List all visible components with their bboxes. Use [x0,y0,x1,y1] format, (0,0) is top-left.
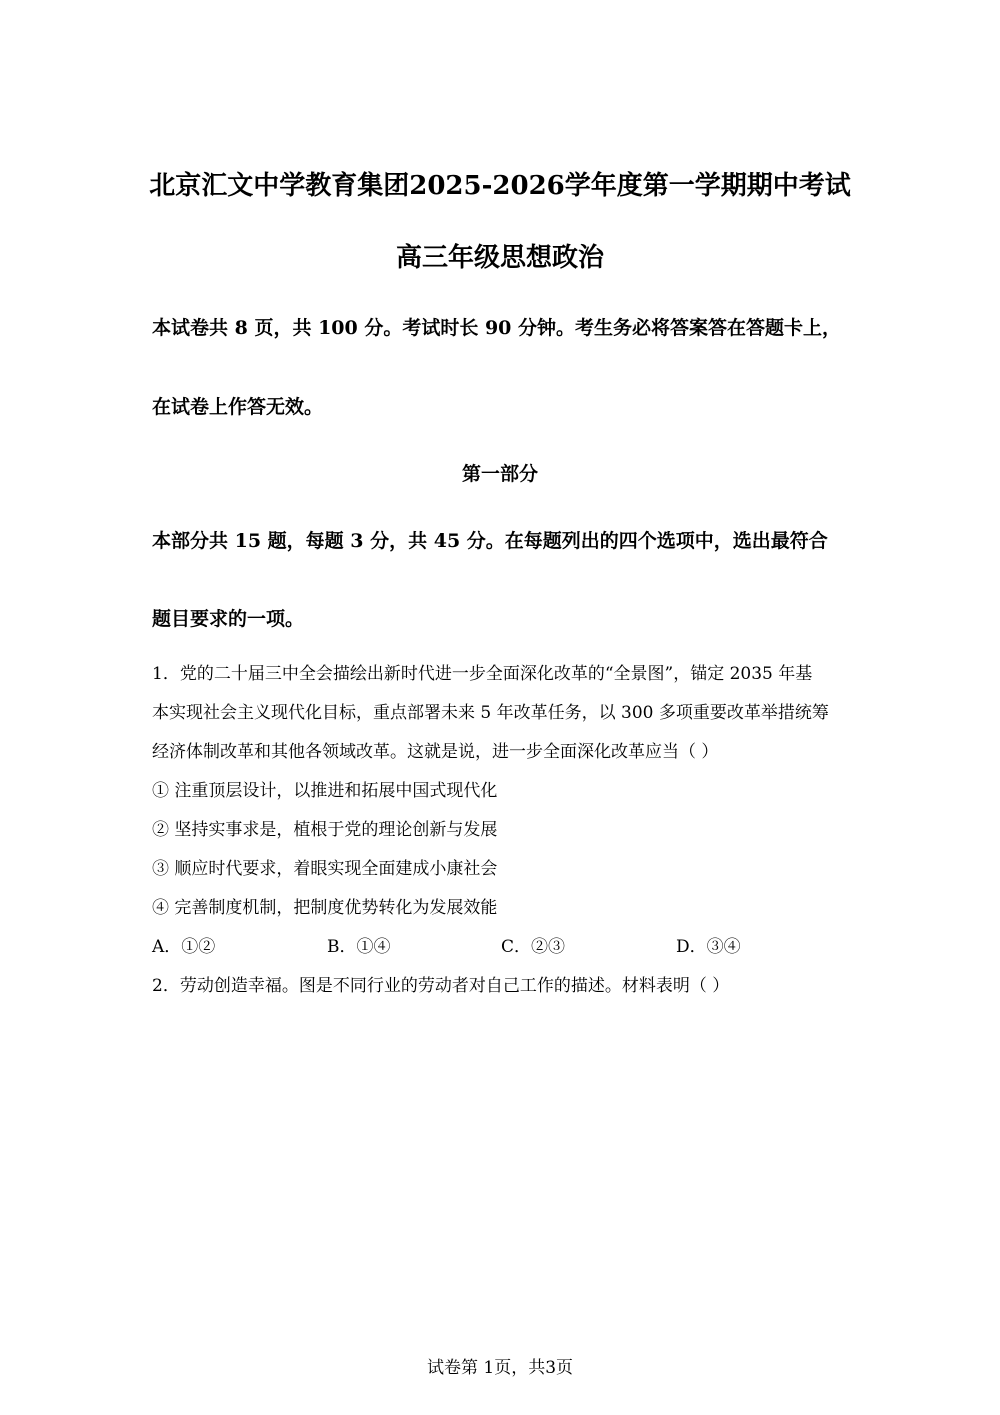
choice-d: D．③④ [676,937,741,957]
choice-b: B．①④ [327,937,391,957]
page-footer: 试卷第 1页，共3页 [426,1358,574,1378]
exam-title: 北京汇文中学教育集团2025-2026学年度第一学期期中考试 [149,171,851,201]
question-1-stem-line-2: 本实现社会主义现代化目标，重点部署未来 5 年改革任务，以 300 多项重要改革举措统筹 [152,703,829,723]
question-1-statement-4: ④ 完善制度机制，把制度优势转化为发展效能 [152,898,498,918]
question-2-stem-line-1: 2．劳动创造幸福。图是不同行业的劳动者对自己工作的描述。材料表明（ ） [152,976,730,996]
question-1-statement-2: ② 坚持实事求是，植根于党的理论创新与发展 [152,820,498,840]
choice-c: C．②③ [501,937,566,957]
exam-subtitle: 高三年级思想政治 [395,243,604,273]
question-1-stem-line-1: 1．党的二十届三中全会描绘出新时代进一步全面深化改革的“全景图”，锚定 2035 年基 [152,664,813,684]
question-1-statement-1: ① 注重顶层设计，以推进和拓展中国式现代化 [152,781,498,801]
question-1-stem-line-3: 经济体制改革和其他各领域改革。这就是说，进一步全面深化改革应当（ ） [152,742,719,762]
instructions-line-1: 本试卷共 8 页，共 100 分。考试时长 90 分钟。考生务必将答案答在答题卡上， [152,317,842,339]
instructions-line-2: 在试卷上作答无效。 [152,396,324,418]
question-1-statement-3: ③ 顺应时代要求，着眼实现全面建成小康社会 [152,859,498,879]
choice-a: A．①② [152,937,216,957]
part-description-line-2: 题目要求的一项。 [152,608,305,630]
part-description-line-1: 本部分共 15 题，每题 3 分，共 45 分。在每题列出的四个选项中，选出最符合 [152,530,828,552]
part-heading: 第一部分 [461,463,538,485]
